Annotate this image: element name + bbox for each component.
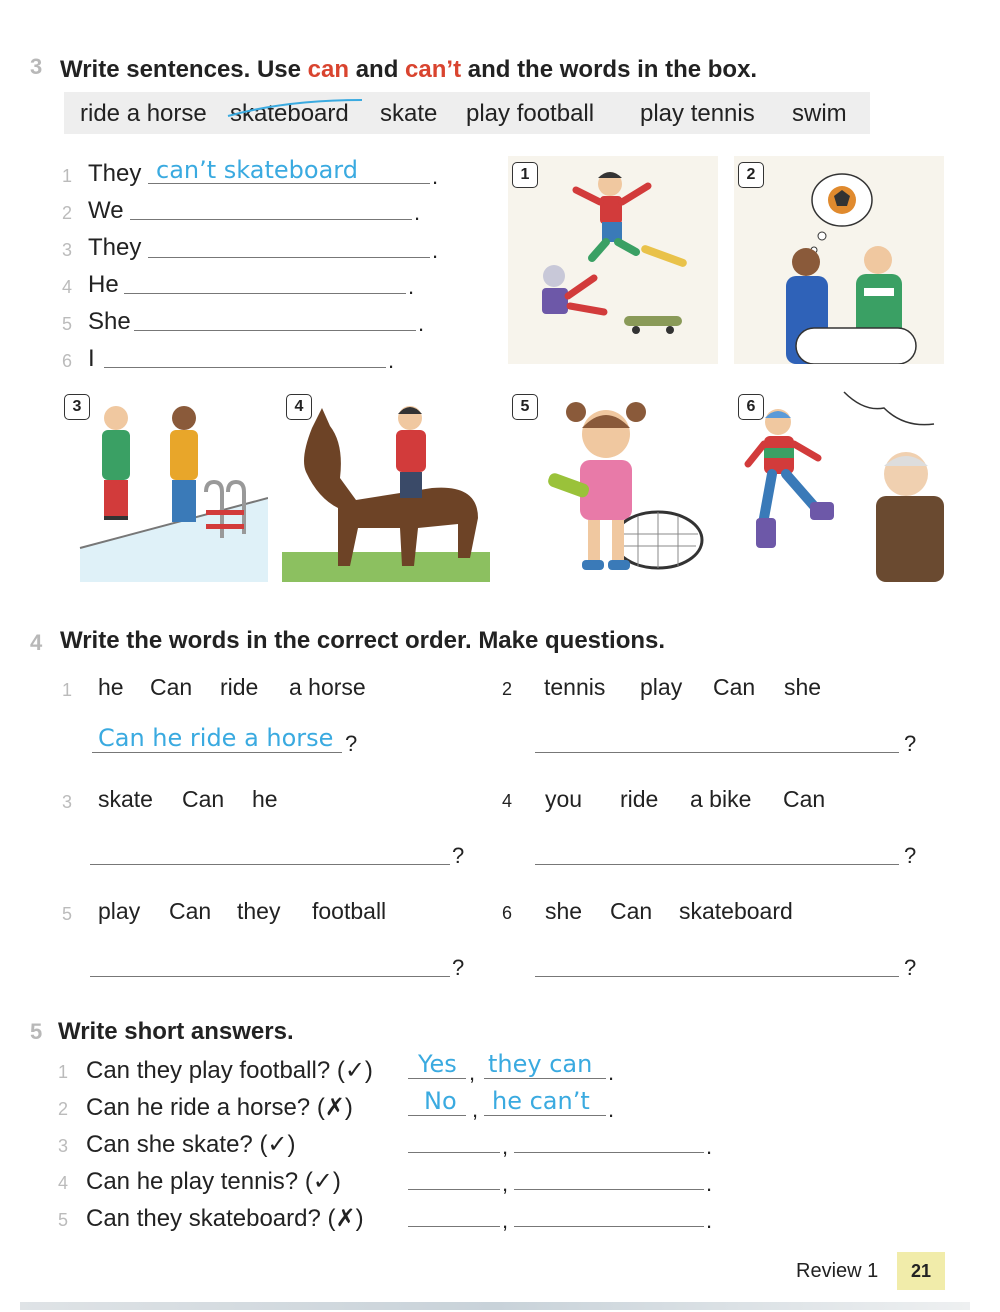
scrambled-word: Can [610, 898, 653, 924]
scrambled-word: tennis [544, 674, 606, 700]
scrambled-word: they [237, 898, 281, 924]
answer-line[interactable] [124, 293, 406, 294]
exercise-5-heading: Write short answers. [58, 1018, 294, 1045]
answer-line[interactable] [484, 1115, 606, 1116]
scrambled-word: skate [98, 786, 153, 812]
scrambled-word: he [252, 786, 278, 812]
sentence-number: 1 [62, 166, 73, 186]
picture-tennis-girl: 5 [508, 388, 718, 582]
horse-rider-illustration [282, 388, 490, 582]
answer-line[interactable] [514, 1226, 704, 1227]
swimming-pool-illustration [60, 388, 268, 582]
answer-line[interactable] [484, 1078, 606, 1079]
strikethrough-mark [226, 96, 366, 120]
short-answer-number: 2 [58, 1099, 69, 1119]
answer-line[interactable] [130, 219, 412, 220]
scrambled-word: play [640, 674, 683, 700]
answer-line[interactable] [92, 752, 342, 753]
short-answer-number: 5 [58, 1210, 69, 1230]
answer-line[interactable] [408, 1115, 466, 1116]
box-word: skateboard [230, 100, 349, 127]
answer-line[interactable] [408, 1226, 500, 1227]
football-thought-illustration [734, 156, 944, 364]
sentence-subject: I [88, 345, 95, 372]
short-answer-number: 1 [58, 1062, 69, 1082]
sentence-number: 4 [62, 277, 73, 297]
sentence-subject: They [88, 234, 142, 261]
page-edge-bar [20, 1302, 970, 1310]
box-word: swim [792, 100, 847, 127]
picture-skateboarders: 1 [508, 156, 718, 364]
picture-horse-rider: 4 [282, 388, 490, 582]
answer-line[interactable] [408, 1152, 500, 1153]
short-answer-b[interactable]: they can [488, 1050, 593, 1078]
question-answer[interactable]: Can he ride a horse [98, 724, 334, 752]
scrambled-word: she [545, 898, 583, 924]
answer-line[interactable] [134, 330, 416, 331]
scrambled-word: Can [182, 786, 225, 812]
scrambled-word: play [98, 898, 141, 924]
short-answer-b[interactable]: he can’t [492, 1087, 590, 1115]
tennis-girl-illustration [508, 388, 718, 582]
answer-line[interactable] [148, 257, 430, 258]
question-number: 3 [62, 792, 73, 812]
exercise-4-heading: Write the words in the correct order. Make questions. [60, 627, 666, 654]
short-answer-question: Can he ride a horse? (✗) [86, 1094, 353, 1121]
question-number: 2 [502, 679, 513, 699]
exercise-3-number: 3 [30, 54, 43, 79]
scrambled-word: skateboard [679, 898, 793, 924]
answer-line[interactable] [104, 367, 386, 368]
scrambled-word: Can [150, 674, 193, 700]
answer-line[interactable] [535, 752, 899, 753]
answer-line[interactable] [148, 183, 430, 184]
scrambled-word: you [545, 786, 583, 812]
sentence-subject: He [88, 271, 119, 298]
sentence-subject: She [88, 308, 131, 335]
answer-line[interactable] [408, 1189, 500, 1190]
sentence-subject: They [88, 160, 142, 187]
page-number: 21 [897, 1252, 945, 1290]
picture-swimming-pool: 3 [60, 388, 268, 582]
exercise-5-number: 5 [30, 1019, 43, 1044]
question-number: 5 [62, 904, 73, 924]
short-answer-a[interactable]: No [424, 1087, 457, 1115]
sentence-number: 3 [62, 240, 73, 260]
scrambled-word: Can [713, 674, 756, 700]
scrambled-word: he [98, 674, 124, 700]
scrambled-word: a horse [289, 674, 366, 700]
scrambled-word: ride [220, 674, 259, 700]
sentence-answer[interactable]: can’t skateboard [156, 156, 358, 184]
scrambled-word: ride [620, 786, 659, 812]
short-answer-question: Can they skateboard? (✗) [86, 1205, 364, 1232]
sentence-number: 6 [62, 351, 73, 371]
sentence-number: 2 [62, 203, 73, 223]
roller-skater-illustration [734, 388, 944, 582]
scrambled-word: a bike [690, 786, 752, 812]
scrambled-word: football [312, 898, 387, 924]
exercise-3-heading: Write sentences. Use can and can’t and the words in the box. [60, 56, 758, 83]
answer-line[interactable] [90, 976, 450, 977]
question-number: 6 [502, 903, 513, 923]
question-number: 1 [62, 680, 73, 700]
short-answer-question: Can he play tennis? (✓) [86, 1168, 341, 1195]
short-answer-number: 3 [58, 1136, 69, 1156]
short-answer-number: 4 [58, 1173, 69, 1193]
short-answer-question: Can she skate? (✓) [86, 1131, 296, 1158]
box-word: play football [466, 100, 595, 127]
answer-line[interactable] [408, 1078, 466, 1079]
answer-line[interactable] [535, 864, 899, 865]
scrambled-word: Can [169, 898, 212, 924]
scrambled-word: she [784, 674, 822, 700]
sentence-subject: We [88, 197, 124, 224]
box-word: play tennis [640, 100, 755, 127]
sentence-number: 5 [62, 314, 73, 334]
short-answer-question: Can they play football? (✓) [86, 1057, 373, 1084]
answer-line[interactable] [90, 864, 450, 865]
scrambled-word: Can [783, 786, 826, 812]
answer-line[interactable] [514, 1189, 704, 1190]
box-word: skate [380, 100, 438, 127]
skateboarders-illustration [508, 156, 718, 364]
picture-roller-skater: 6 [734, 388, 944, 582]
short-answer-a[interactable]: Yes [418, 1050, 457, 1078]
question-number: 4 [502, 791, 513, 811]
answer-line[interactable] [514, 1152, 704, 1153]
answer-line[interactable] [535, 976, 899, 977]
footer-section-label: Review 1 [796, 1260, 879, 1282]
picture-football-thought: 2 [734, 156, 944, 364]
exercise-4-number: 4 [30, 630, 43, 655]
box-word: ride a horse [80, 100, 207, 127]
